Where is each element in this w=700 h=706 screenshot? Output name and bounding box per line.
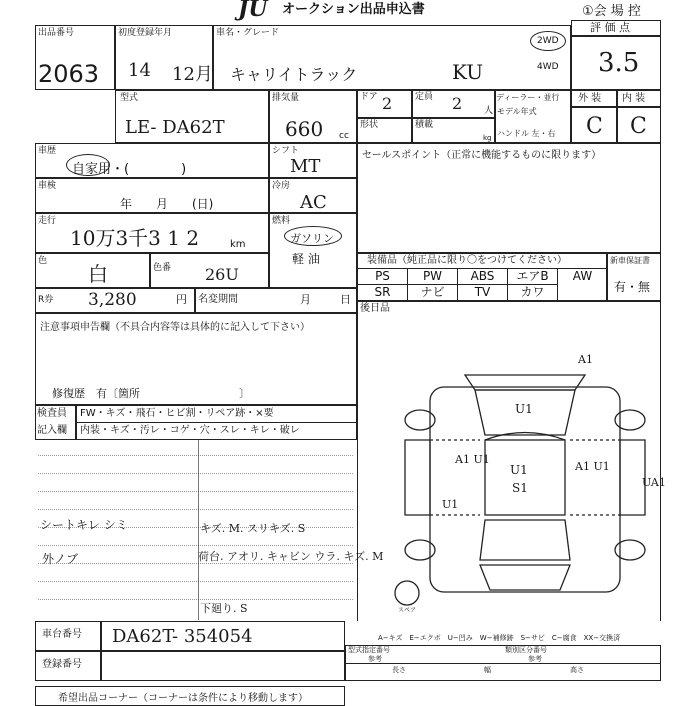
remark-line: [38, 491, 353, 492]
shift-label: シフト: [272, 146, 300, 156]
name-change-label: 名変期間: [198, 294, 238, 305]
height-label: 高さ: [570, 666, 584, 674]
notes-label: 注意事項申告欄（不具合内容等は具体的に記入して下さい）: [40, 322, 310, 333]
corner-label: 希望出品コーナー（コーナーは条件により移動します）: [58, 693, 308, 704]
remark-line: [38, 455, 353, 456]
car-name-label: 車名・グレード: [216, 28, 280, 38]
warranty-options: 有・無: [614, 280, 651, 294]
color-no-value: 26U: [205, 265, 239, 284]
damage-right-upper: A1 U1: [455, 453, 490, 466]
first-reg-month: 12月: [172, 64, 213, 85]
reg-type-label: 型式指定番号: [348, 646, 390, 654]
ref-label-2: 参考: [528, 655, 542, 663]
name-change-month: 月: [300, 293, 311, 306]
aircon-value: AC: [300, 192, 327, 213]
equipment-item: PW: [408, 268, 458, 284]
length-label: 長さ: [392, 666, 406, 674]
model-year-label: モデル年式: [497, 107, 537, 116]
recorder-label: 記入欄: [37, 425, 67, 436]
grade-value: KU: [452, 60, 484, 84]
equipment-item: TV: [458, 284, 508, 300]
equipment-item: SR: [358, 284, 408, 300]
remark-line: [38, 581, 353, 582]
remark-line: [38, 473, 353, 474]
equipment-label: 装備品（純正品に限り〇をつけてください）: [367, 255, 567, 266]
damage-center-1: U1: [510, 463, 528, 477]
equipment-item: ABS: [458, 268, 508, 284]
equipment-item: AW: [558, 268, 608, 284]
door-label: ドア: [360, 92, 378, 102]
lot-no-label: 出品番号: [38, 28, 75, 38]
handle-label: ハンドル 左・右: [497, 129, 556, 138]
equipment-item: PS: [358, 268, 408, 284]
first-reg-label: 初度登録年月: [118, 28, 173, 38]
damage-center-2: S1: [512, 481, 528, 495]
remark-right-2: 荷台. アオリ. キャビン ウラ. キズ. M: [198, 550, 384, 563]
aircon-label: 冷房: [272, 181, 291, 191]
kg-label: kg: [483, 134, 492, 142]
door-value: 2: [382, 94, 393, 113]
reg-no-label: 登録番号: [42, 659, 82, 670]
remark-line: [38, 599, 353, 600]
color-label: 色: [38, 256, 48, 266]
dealer-label: ディーラー・並行: [496, 93, 560, 102]
spare-label: スペア: [398, 607, 417, 614]
km-label: km: [230, 239, 246, 250]
remark-right-1: キズ. M. スリキズ. S: [200, 522, 306, 535]
drive-4wd-label: 4WD: [537, 62, 559, 72]
fuel-diesel: 軽 油: [292, 252, 320, 266]
yen-label: 円: [176, 293, 187, 306]
displacement-value: 660: [285, 117, 324, 141]
remark-left-2: 外ノブ: [42, 552, 79, 566]
drive-2wd-label: 2WD: [537, 36, 559, 46]
capacity-label: 定員: [415, 92, 434, 102]
chassis-no-label: 車台番号: [42, 629, 82, 640]
displacement-label: 排気量: [272, 93, 300, 103]
color-no-label: 色番: [153, 263, 172, 273]
inspector-label: 検査員: [37, 408, 67, 419]
car-name-value: キャリイトラック: [230, 65, 358, 84]
chassis-no-value: DA62T- 354054: [112, 626, 253, 647]
capacity-value: 2: [452, 94, 463, 113]
recycle-label: R券: [38, 295, 54, 305]
interior-check-list: 内装・キズ・汚レ・コゲ・穴・スレ・キレ・破レ: [80, 425, 300, 436]
recycle-value: 3,280: [88, 290, 137, 310]
history-label: 車歴: [38, 146, 57, 156]
damage-roof: A1: [578, 353, 593, 366]
model-label: 型式: [120, 93, 139, 103]
exterior-value: C: [586, 114, 603, 139]
shift-value: MT: [290, 156, 321, 177]
capacity-unit: 人: [484, 106, 494, 116]
ref-label-1: 参考: [368, 655, 382, 663]
mileage-value: 10万3千3 1 2: [70, 226, 200, 250]
repair-history: 修復歴 有〔箇所 〕: [52, 387, 250, 400]
damage-left: A1 U1: [575, 460, 610, 473]
loading-label: 積載: [415, 120, 434, 130]
after-parts-label: 後日品: [360, 303, 390, 314]
model-value: LE- DA62T: [125, 117, 225, 138]
inspection-label: 車検: [38, 181, 57, 191]
equipment-item: ナビ: [408, 284, 458, 300]
warranty-label: 新車保証書: [610, 256, 650, 265]
rating-value: 3.5: [598, 48, 640, 78]
damage-right-side: UA1: [642, 476, 666, 489]
sales-point-label: セールスポイント（正常に機能するものに限ります）: [362, 150, 602, 161]
class-no-label: 類別区分番号: [505, 646, 547, 654]
name-change-day: 日: [340, 293, 351, 306]
color-value: 白: [88, 262, 108, 286]
cc-label: cc: [339, 131, 349, 141]
copy-label: ①会 場 控: [582, 4, 641, 19]
brand-logo: JU: [238, 0, 268, 22]
damage-side-lower: U1: [442, 498, 459, 511]
first-reg-year: 14: [128, 60, 151, 81]
history-circle: [66, 154, 110, 176]
remark-line: [38, 509, 353, 510]
remark-right-3: 下廻り. S: [200, 602, 248, 615]
remark-line: [38, 545, 353, 546]
fuel-label: 燃料: [272, 216, 291, 226]
inspection-format: 年 月 (日): [120, 197, 214, 211]
width-label: 幅: [484, 666, 491, 674]
mileage-label: 走行: [38, 216, 57, 226]
interior-label: 内 装: [622, 93, 646, 104]
equipment-item: エアB: [508, 268, 558, 284]
shape-label: 形状: [360, 120, 379, 130]
equipment-item: カワ: [508, 284, 558, 300]
interior-value: C: [630, 114, 647, 139]
exterior-label: 外 装: [578, 93, 602, 104]
fuel-gasoline: ガソリン: [290, 232, 334, 245]
rating-label: 評 価 点: [590, 21, 630, 34]
damage-legend: A−キズ E−エクボ U−凹み W−補修跡 S−サビ C−腐食 XX−交換済: [378, 634, 621, 642]
lot-no-value: 2063: [38, 60, 100, 88]
remark-left-1: シートキレ シミ: [40, 518, 128, 532]
history-options: 自家用・( ): [72, 162, 187, 177]
exterior-check-list: FW・キズ・飛石・ヒビ割・リペア跡・×要: [80, 408, 274, 419]
fuel-circle: [284, 226, 342, 246]
damage-front: U1: [515, 402, 533, 416]
form-title: オークション出品申込書: [282, 2, 425, 17]
